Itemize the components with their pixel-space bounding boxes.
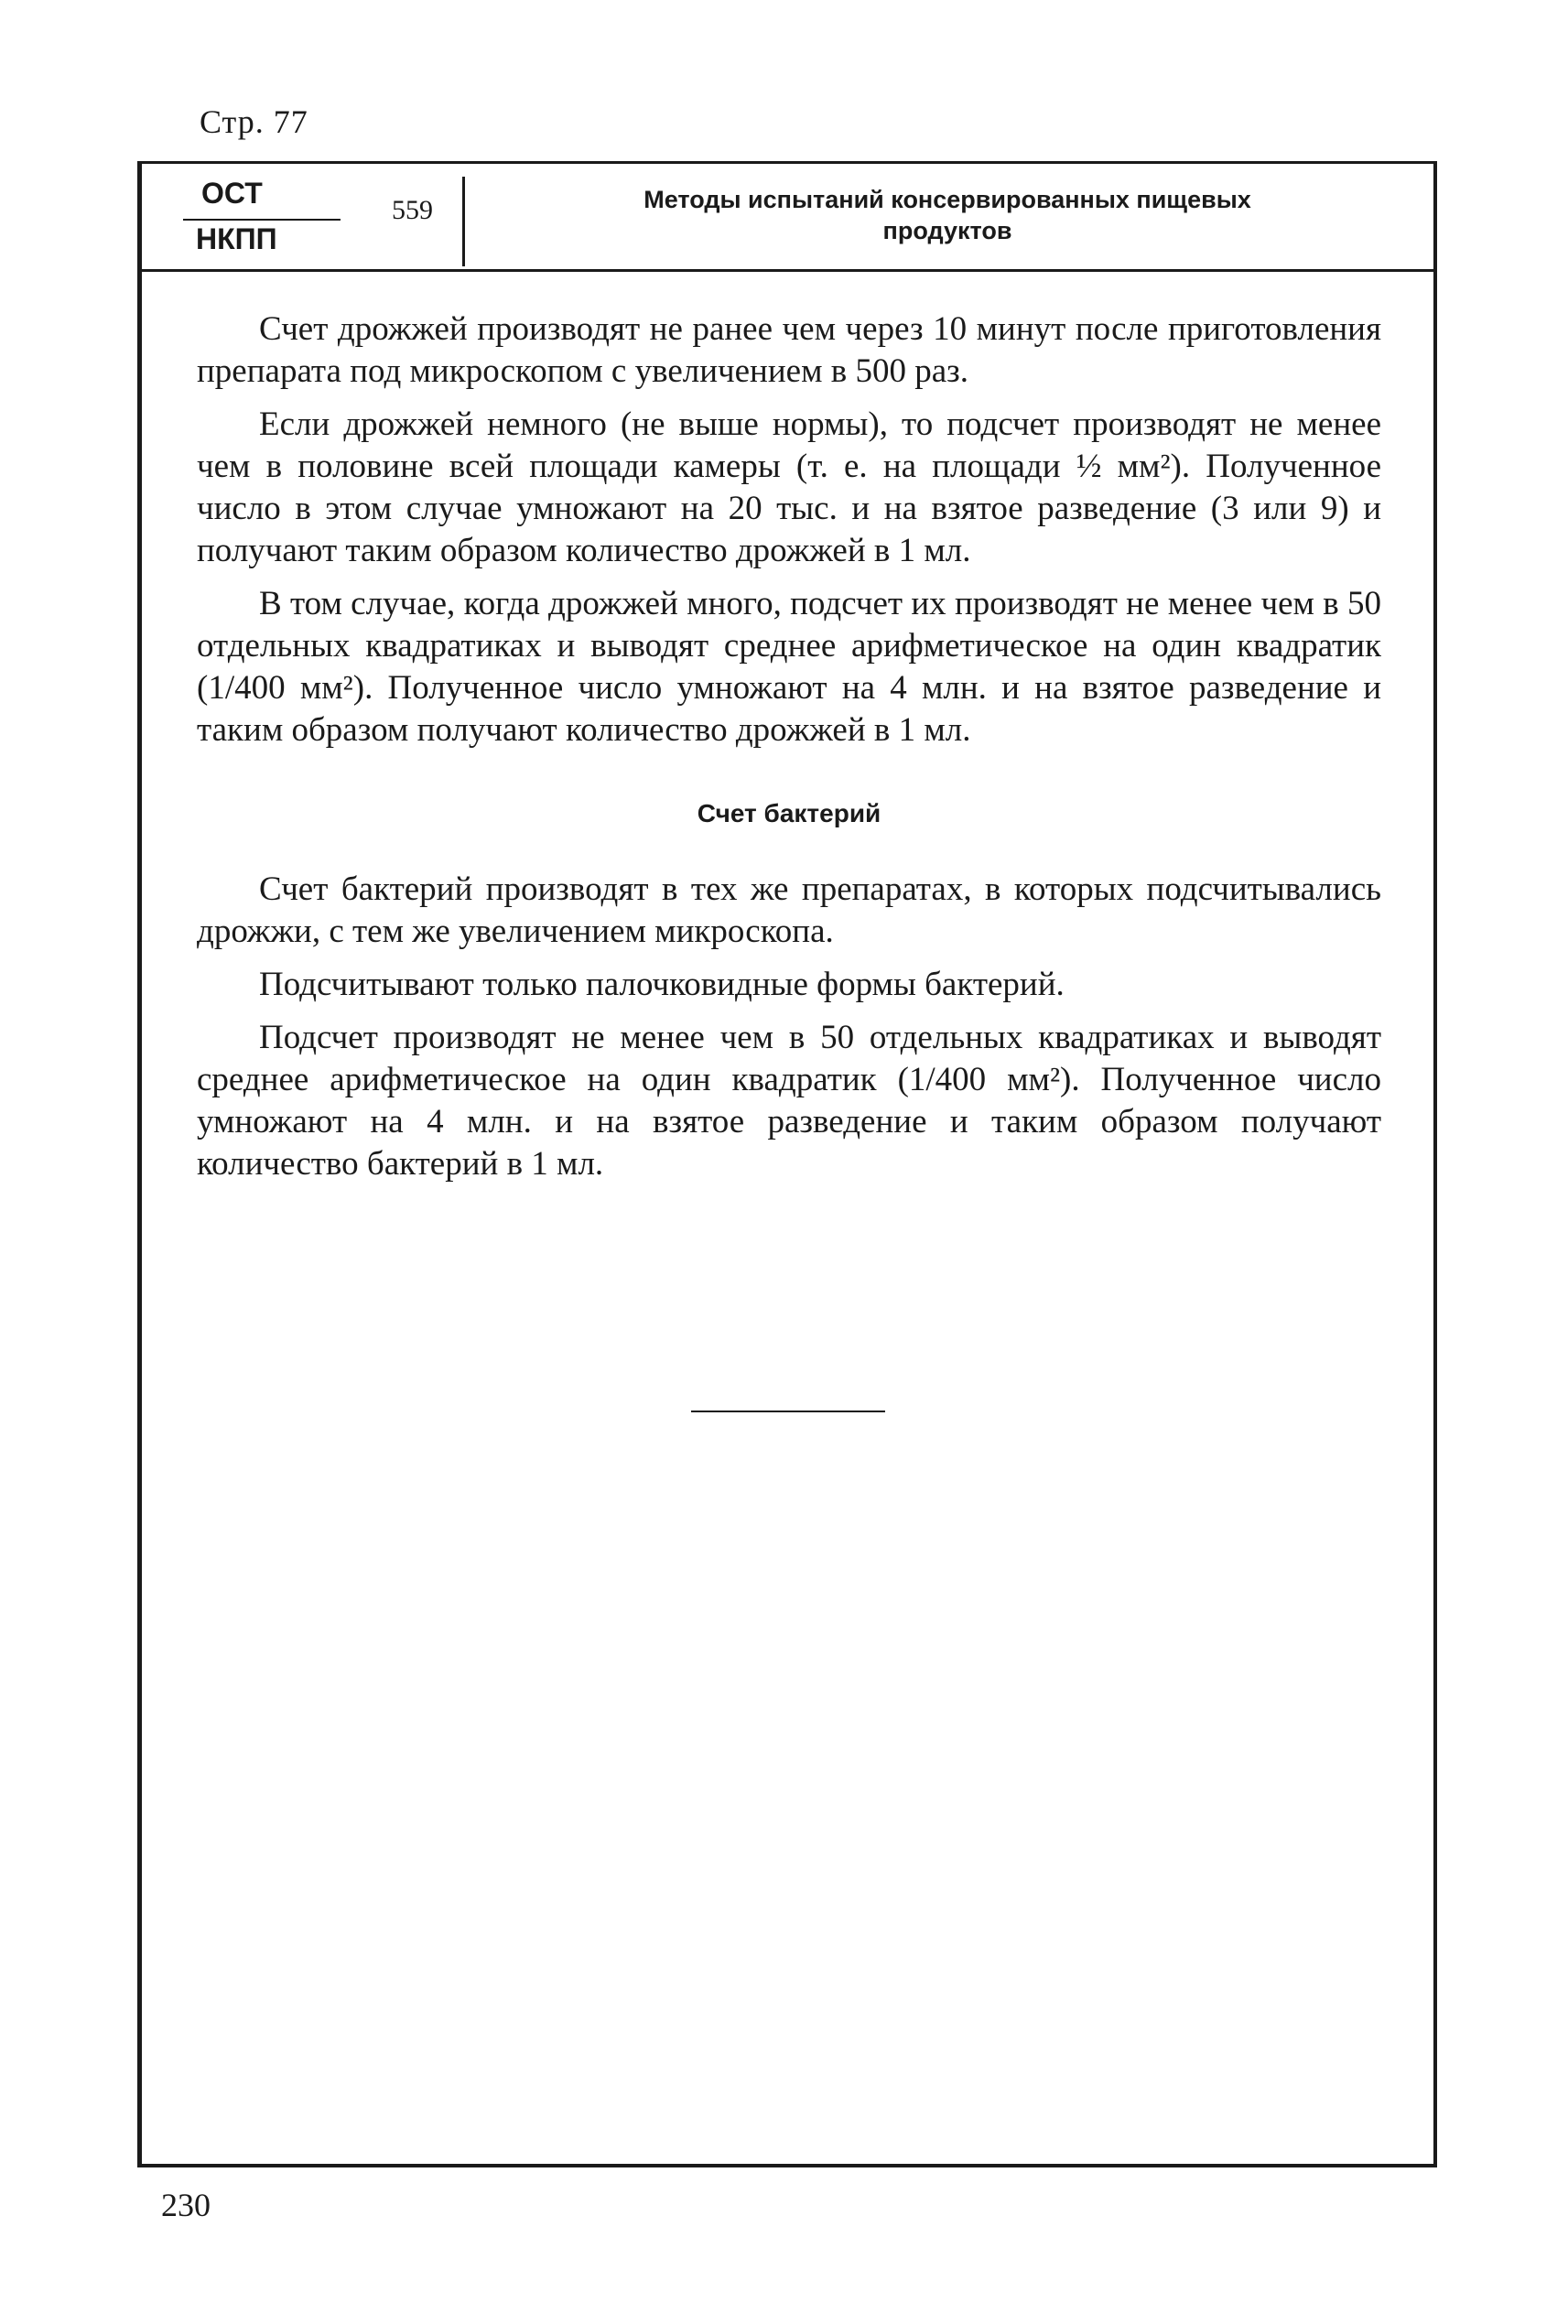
document-title-line-1: Методы испытаний консервированных пищевых [643,186,1251,213]
standard-code-top: ОСТ [201,177,263,210]
paragraph-bacteria-preparation: Счет бактерий производят в тех же препаратах, в которых подсчитывались дрожжи, с тем же увеличением микроскопа. [197,870,1381,950]
page-frame [137,161,1437,2167]
page-label: Стр. 77 [200,103,308,140]
paragraph-yeast-count-timing: Счет дрожжей производят не ранее чем через 10 минут после приготовления препарата под микроскопом с увеличением в 500 раз. [197,310,1381,390]
document-title-line-2: продуктов [882,217,1012,244]
document-title [481,184,1414,246]
paragraph-yeast-many: В том случае, когда дрожжей много, подсчет их производят не менее чем в 50 отдельных квадратиках и выводят среднее арифметическое на один квадратик (1/400 мм²). Полученное число умножают на 4 млн. и на взятое разведение и таким образом получают количество дрожжей в 1 мл. [197,585,1381,749]
paragraph-bacteria-forms: Подсчитывают только палочковидные формы бактерий. [259,966,1065,1003]
section-title-bacteria: Счет бактерий [697,799,881,827]
paragraph-bacteria-calculation: Подсчет производят не менее чем в 50 отдельных квадратиках и выводят среднее арифметическое на один квадратик (1/400 мм²). Полученное число умножают на 4 млн. и на взятое разведение и таким образом получают количество бактерий в 1 мл. [197,1019,1381,1183]
paragraph-yeast-few: Если дрожжей немного (не выше нормы), то подсчет производят не менее чем в половине всей площади камеры (т. е. на площади ½ мм²). Полученное число в этом случае умножают на 20 тыс. и на взятое разведение (3 или 9) и получают таким образом количество дрожжей в 1 мл. [197,405,1381,569]
standard-code-bottom: НКПП [196,222,277,255]
end-of-text-rule [691,1411,885,1412]
standard-designation [183,177,458,259]
page-number: 230 [161,2187,211,2223]
body-content [197,308,1381,1196]
standard-number: 559 [392,195,433,225]
document-header [142,164,1433,272]
standard-fraction-line [183,219,341,221]
header-divider [462,177,465,266]
